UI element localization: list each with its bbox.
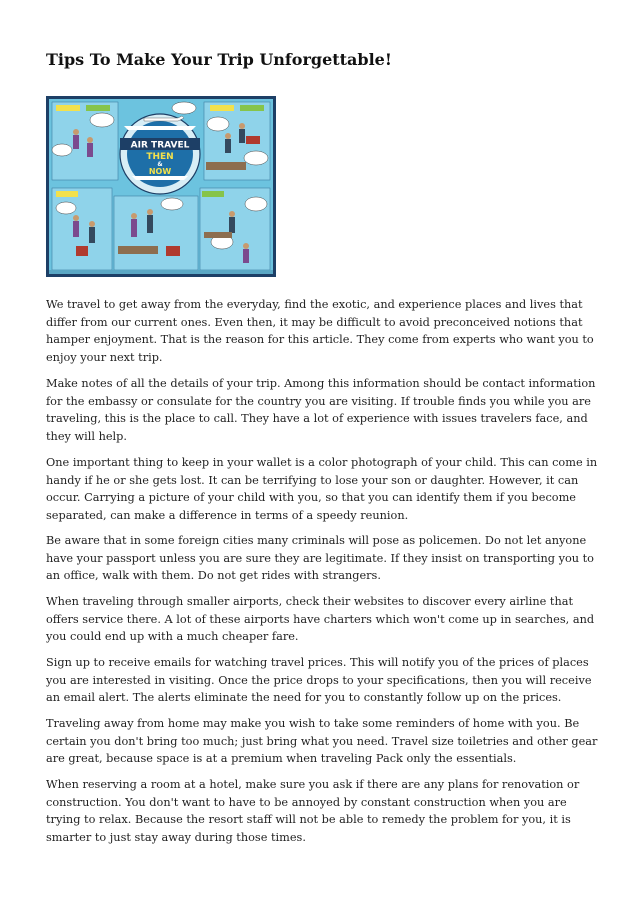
hero-image	[46, 96, 276, 277]
paragraph: Traveling away from home may make you wish to take some reminders of home with you. Be certain you don't bring too much; just bring what you need. Travel size toiletries and other gear are great, because space is at a premium when traveling Pack only the essentials.	[46, 717, 598, 765]
badge-now: NOW	[148, 167, 172, 176]
paragraph: Be aware that in some foreign cities many criminals will pose as policemen. Do not let anyone have your passport unless you are sure they are legitimate. If they insist on transporting you to an office, walk with them. Do not get rides with strangers.	[46, 534, 594, 582]
paragraph: When traveling through smaller airports, check their websites to discover every airline that offers service there. A lot of these airports have charters which won't come up in searches, and you could end up with a much cheaper fare.	[46, 595, 595, 643]
infographic-illustration	[46, 96, 276, 277]
paragraph: Sign up to receive emails for watching travel prices. This will notify you of the prices of places you are interested in visiting. Once the price drops to your specifications, then you will receive an email alert. The alerts eliminate the need for you to constantly follow up on the prices.	[46, 656, 592, 704]
page-title: Tips To Make Your Trip Unforgettable!	[46, 50, 392, 69]
paragraph: We travel to get away from the everyday, find the exotic, and experience places and lives that differ from our current ones. Even then, it may be difficult to avoid preconceived notions that hamper enjoyment. That is the reason for this article. They come from experts who want you to enjoy your next trip.	[46, 298, 594, 364]
paragraph: When reserving a room at a hotel, make sure you ask if there are any plans for renovation or construction. You don't want to have to be annoyed by constant construction when you are trying to relax. Because the resort staff will not be able to remedy the problem for you, it is smarter to just stay away during those times.	[46, 778, 580, 844]
paragraph: One important thing to keep in your wallet is a color photograph of your child. This can come in handy if he or she gets lost. It can be terrifying to lose your son or daughter. However, it can occur. Carrying a picture of your child with you, so that you can identify them if you become separated, can make a difference in terms of a speedy reunion.	[46, 456, 598, 522]
badge-ampersand: &	[157, 161, 163, 168]
badge-then: THEN	[146, 152, 174, 162]
paragraph: Make notes of all the details of your trip. Among this information should be contact information for the embassy or consulate for the country you are visiting. If trouble finds you while you are traveling, this is the place to call. They have a lot of experience with issues travelers face, and they will help.	[46, 377, 596, 443]
badge-title: AIR TRAVEL	[130, 140, 190, 151]
